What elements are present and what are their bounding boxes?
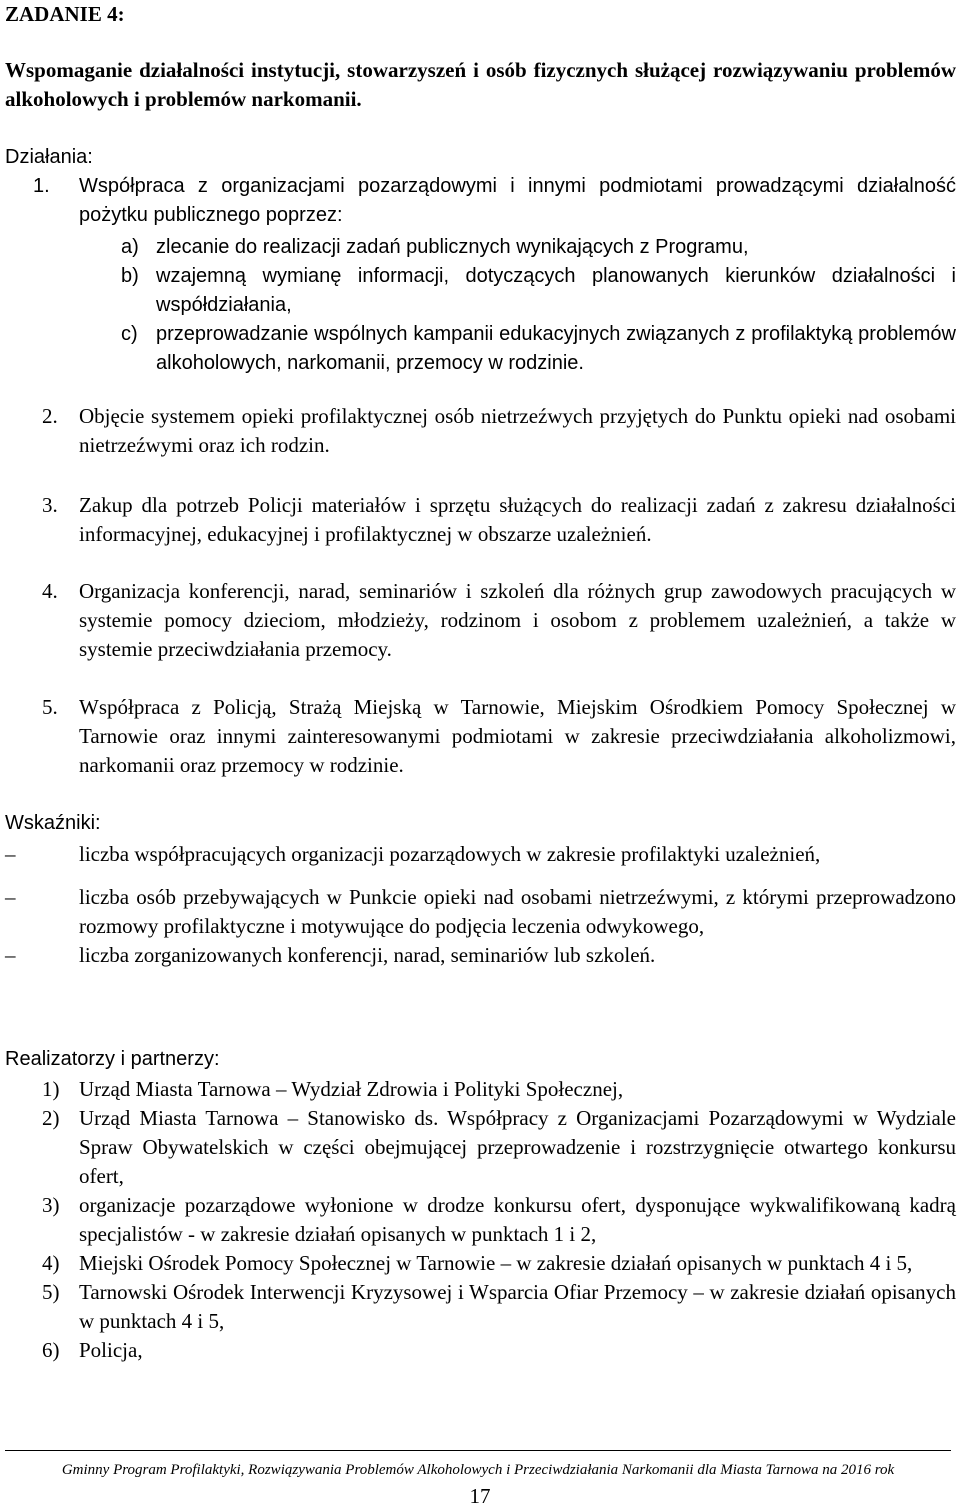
dash-bullet: – bbox=[5, 943, 16, 967]
action-4 bbox=[5, 577, 956, 664]
dash-bullet: – bbox=[5, 885, 16, 909]
subaction-text: przeprowadzanie wspólnych kampanii edukacyjnych związanych z profilaktyką problemów alkoholowych, narkomanii, przemocy w rodzinie. bbox=[156, 323, 956, 374]
subaction-letter: c) bbox=[121, 323, 138, 345]
partner-number: 6) bbox=[42, 1338, 60, 1362]
action-number: 1. bbox=[33, 175, 50, 197]
subaction-letter: b) bbox=[121, 265, 139, 287]
indicator-text: liczba zorganizowanych konferencji, narad, seminariów lub szkoleń. bbox=[79, 943, 656, 967]
subaction-text: wzajemną wymianę informacji, dotyczących planowanych kierunków działalności i współdziałania, bbox=[156, 265, 956, 316]
footer-text: Gminny Program Profilaktyki, Rozwiązywania Problemów Alkoholowych i Przeciwdziałania Narkomanii dla Miasta Tarnowa na 2016 rok bbox=[61, 1462, 895, 1478]
action-number: 4. bbox=[42, 579, 58, 603]
action-1 bbox=[5, 172, 956, 378]
action-3 bbox=[5, 491, 956, 549]
subaction-text: zlecanie do realizacji zadań publicznych wynikających z Programu, bbox=[156, 236, 749, 258]
action-5 bbox=[5, 693, 956, 780]
partner-text: Urząd Miasta Tarnowa – Wydział Zdrowia i Polityki Społecznej, bbox=[79, 1077, 624, 1101]
task-heading: ZADANIE 4: bbox=[5, 2, 125, 26]
action-number: 2. bbox=[42, 404, 58, 428]
partner-number: 5) bbox=[42, 1280, 60, 1304]
indicator-text: liczba osób przebywających w Punkcie opieki nad osobami nietrzeźwymi, z którymi przeprowadzono rozmowy profilaktyczne i motywujące do podjęcia leczenia odwykowego, bbox=[79, 885, 956, 938]
action-text: Współpraca z organizacjami pozarządowymi i innymi podmiotami prowadzącymi działalność pożytku publicznego poprzez: bbox=[79, 175, 956, 226]
partner-text: Urząd Miasta Tarnowa – Stanowisko ds. Współpracy z Organizacjami Pozarządowymi w Wydziale Spraw Obywatelskich w części obejmującej przeprowadzenie i rozstrzygnięcie otwartego konkursu ofert, bbox=[79, 1106, 956, 1188]
indicators-label: Wskaźniki: bbox=[5, 812, 101, 834]
subaction-letter: a) bbox=[121, 236, 139, 258]
partner-text: organizacje pozarządowe wyłonione w drodze konkursu ofert, dysponujące wykwalifikowaną kadrą specjalistów - w zakresie działań opisanych w punktach 1 i 2, bbox=[79, 1193, 956, 1246]
indicators-list bbox=[5, 840, 956, 970]
actions-label: Działania: bbox=[5, 146, 93, 168]
page-number: 17 bbox=[469, 1484, 491, 1508]
action-text: Zakup dla potrzeb Policji materiałów i sprzętu służących do realizacji zadań z zakresu działalności informacyjnej, edukacyjnej i profilaktycznej w obszarze uzależnień. bbox=[79, 493, 956, 546]
action-number: 3. bbox=[42, 493, 58, 517]
action-2 bbox=[5, 402, 956, 460]
indicator-text: liczba współpracujących organizacji pozarządowych w zakresie profilaktyki uzależnień, bbox=[79, 842, 821, 866]
partners-label: Realizatorzy i partnerzy: bbox=[5, 1048, 220, 1070]
dash-bullet: – bbox=[5, 842, 16, 866]
partner-number: 4) bbox=[42, 1251, 60, 1275]
partner-text: Miejski Ośrodek Pomocy Społecznej w Tarnowie – w zakresie działań opisanych w punktach 4 i 5, bbox=[79, 1251, 913, 1275]
action-text: Współpraca z Policją, Strażą Miejską w Tarnowie, Miejskim Ośrodkiem Pomocy Społecznej w Tarnowie oraz innymi zainteresowanymi podmiotami w zakresie przeciwdziałania alkoholizmowi, narkomanii oraz przemocy w rodzinie. bbox=[79, 695, 956, 777]
action-text: Organizacja konferencji, narad, seminariów i szkoleń dla różnych grup zawodowych pracujących w systemie pomocy dzieciom, młodzieży, rodzinom i osobom z problemem uzależnień, a także w systemie przeciwdziałania przemocy. bbox=[79, 579, 956, 661]
partner-text: Policja, bbox=[79, 1338, 143, 1362]
partner-number: 1) bbox=[42, 1077, 60, 1101]
partner-number: 3) bbox=[42, 1193, 60, 1217]
footer-divider bbox=[5, 1450, 951, 1451]
task-title: Wspomaganie działalności instytucji, stowarzyszeń i osób fizycznych służącej rozwiązywaniu problemów alkoholowych i problemów narkomanii. bbox=[5, 58, 956, 111]
partner-number: 2) bbox=[42, 1106, 60, 1130]
action-text: Objęcie systemem opieki profilaktycznej osób nietrzeźwych przyjętych do Punktu opieki nad osobami nietrzeźwymi oraz ich rodzin. bbox=[79, 404, 956, 457]
partners-list bbox=[5, 1075, 956, 1365]
action-number: 5. bbox=[42, 695, 58, 719]
partner-text: Tarnowski Ośrodek Interwencji Kryzysowej i Wsparcia Ofiar Przemocy – w zakresie działań opisanych w punktach 4 i 5, bbox=[79, 1280, 956, 1333]
